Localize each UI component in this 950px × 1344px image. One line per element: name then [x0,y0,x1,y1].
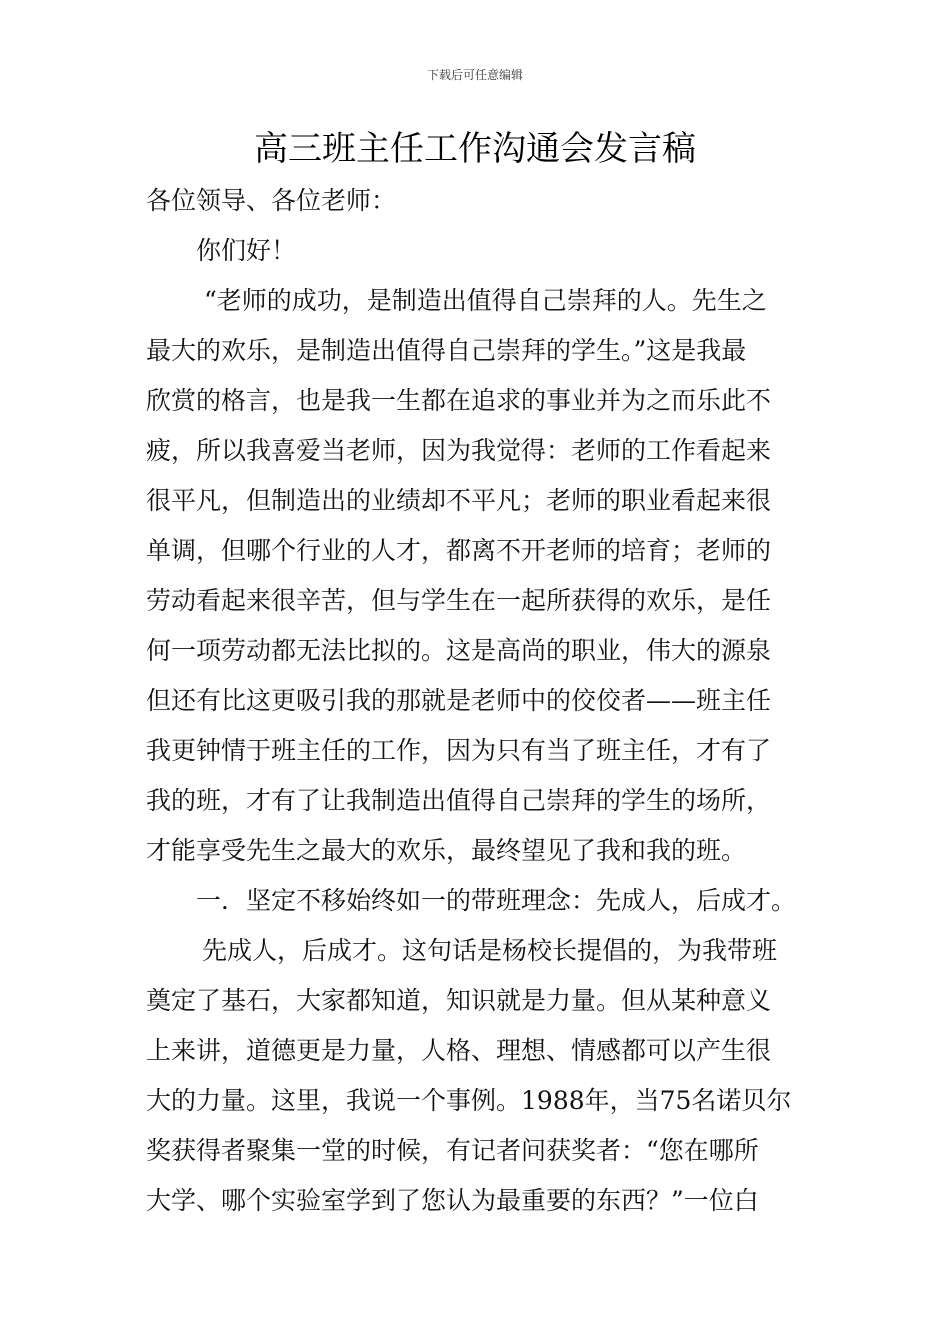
greeting: 你们好！ [196,236,297,265]
paragraph-line: 最大的欢乐，是制造出值得自己崇拜的学生。”这是我最 [146,336,747,365]
paragraph-line: 单调，但哪个行业的人才，都离不开老师的培育；老师的 [146,536,772,565]
paragraph-line: 但还有比这更吸引我的那就是老师中的佼佼者——班主任 [146,686,772,715]
header-note: 下载后可任意编辑 [426,68,523,82]
document-body [146,176,810,1226]
paragraph-line: 疲，所以我喜爱当老师，因为我觉得：老师的工作看起来 [146,436,772,465]
paragraph-line: 大的力量。这里，我说一个事例。1988年，当75名诺贝尔 [146,1086,792,1115]
salutation: 各位领导、各位老师： [146,186,397,215]
paragraph-line: 欣赏的格言，也是我一生都在追求的事业并为之而乐此不 [146,386,772,415]
paragraph-line: 先成人，后成才。这句话是杨校长提倡的，为我带班 [202,936,778,965]
paragraph-line: “老师的成功，是制造出值得自己崇拜的人。先生之 [204,286,767,315]
paragraph-line: 大学、哪个实验室学到了您认为最重要的东西？”一位白 [146,1186,759,1215]
paragraph-line: 奠定了基石，大家都知道，知识就是力量。但从某种意义 [146,986,772,1015]
paragraph-line: 我的班，才有了让我制造出值得自己崇拜的学生的场所， [146,786,772,815]
paragraph-line: 劳动看起来很辛苦，但与学生在一起所获得的欢乐，是任 [146,586,772,615]
paragraph-2 [146,926,810,1226]
paragraph-1 [146,276,810,876]
paragraph-line: 奖获得者聚集一堂的时候，有记者问获奖者：“您在哪所 [146,1136,759,1165]
paragraph-line: 才能享受先生之最大的欢乐，最终望见了我和我的班。 [146,836,747,865]
paragraph-line: 何一项劳动都无法比拟的。这是高尚的职业，伟大的源泉 [146,636,772,665]
section-heading: 一．坚定不移始终如一的带班理念：先成人，后成才。 [196,886,797,915]
document-title: 高三班主任工作沟通会发言稿 [254,129,696,169]
paragraph-line: 上来讲，道德更是力量，人格、理想、情感都可以产生很 [146,1036,772,1065]
paragraph-line: 很平凡，但制造出的业绩却不平凡；老师的职业看起来很 [146,486,772,515]
paragraph-line: 我更钟情于班主任的工作，因为只有当了班主任，才有了 [146,736,772,765]
